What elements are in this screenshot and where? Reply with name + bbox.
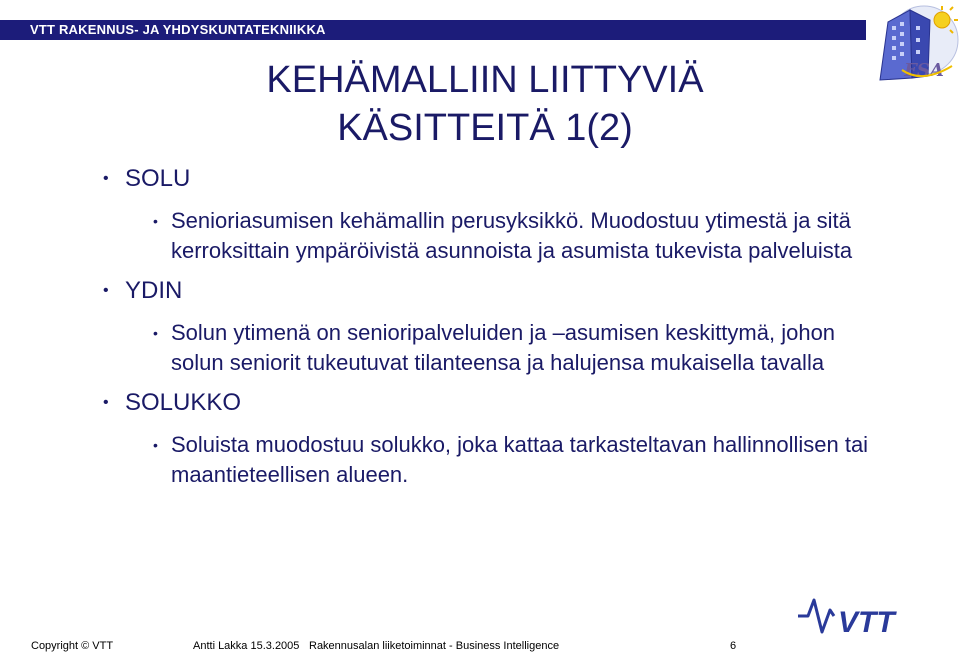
header-bar: [0, 20, 866, 40]
footer-copyright: Copyright © VTT: [31, 640, 114, 652]
concept-item-solu: [103, 164, 883, 266]
concept-item-ydin: [103, 276, 883, 378]
concept-term: • SOLU: [103, 164, 883, 194]
concept-term: • SOLUKKO: [103, 388, 883, 418]
footer-doc-title: Rakennusalan liiketoiminnat - Business Intelligence: [309, 640, 560, 652]
slide-title: [160, 56, 810, 152]
fsa-logo: [862, 0, 960, 90]
header-bar-text: VTT RAKENNUS- JA YHDYSKUNTATEKNIIKKA: [30, 22, 326, 37]
concept-definition: • Soluista muodostuu solukko, joka kattaa tarkasteltavan hallinnollisen tai maantieteellisen alueen.: [103, 430, 883, 490]
slide-title-line1: KEHÄMALLIIN LIITTYVIÄ: [266, 59, 704, 101]
concept-definition: • Solun ytimenä on senioripalveluiden ja –asumisen keskittymä, johon solun seniorit tukeutuvat tilanteensa ja halujensa mukaisella tavalla: [103, 318, 883, 378]
vtt-logo: [796, 592, 918, 642]
vtt-logo-icon: [796, 592, 918, 642]
fsa-logo-text: FSA: [904, 60, 944, 81]
concept-item-solukko: [103, 388, 883, 490]
concept-definition: • Senioriasumisen kehämallin perusyksikkö. Muodostuu ytimestä ja sitä kerroksittain ympäröivistä asunnoista ja asumista tukevista palveluista: [103, 206, 883, 266]
fsa-logo-icon: [862, 0, 960, 90]
concept-list: [103, 164, 883, 500]
footer-page-number: 6: [730, 640, 737, 652]
concept-term: • YDIN: [103, 276, 883, 306]
footer-author-date: Antti Lakka 15.3.2005: [193, 640, 300, 652]
vtt-logo-text: VTT: [838, 606, 895, 639]
slide-title-line2: KÄSITTEITÄ 1(2): [337, 107, 633, 149]
